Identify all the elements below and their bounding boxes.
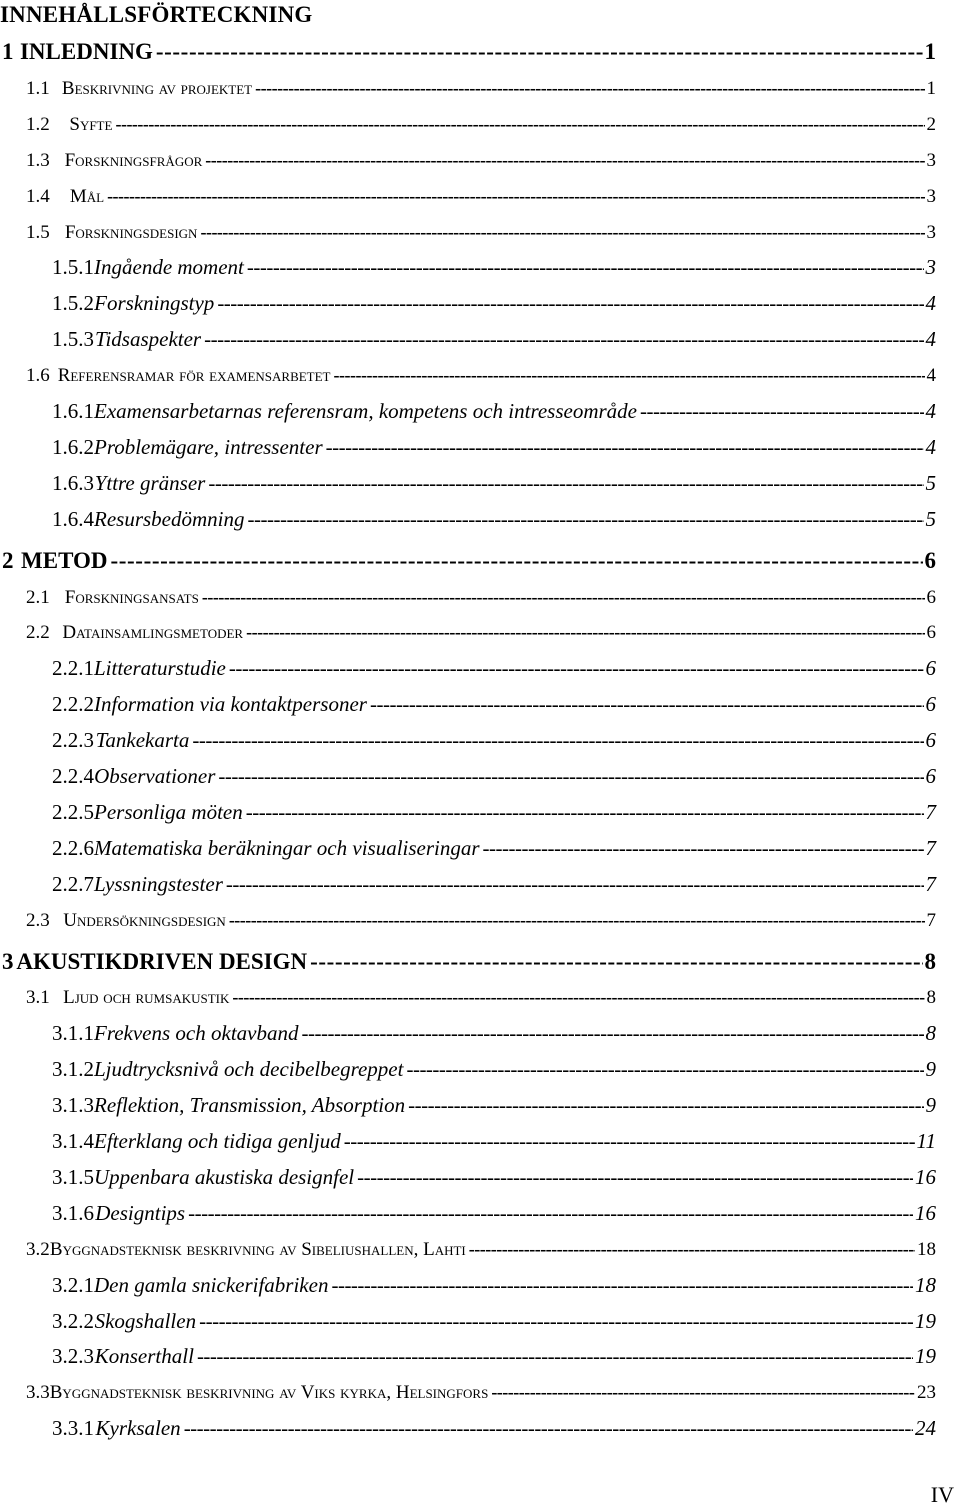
toc-entry-number: 2.2.6 bbox=[52, 835, 94, 860]
toc-leader bbox=[491, 1378, 915, 1406]
toc-leader bbox=[247, 253, 924, 281]
toc-entry-number: 3.1.6 bbox=[52, 1200, 94, 1225]
toc-entry[interactable] bbox=[0, 505, 936, 533]
toc-entry-page: 24 bbox=[915, 1416, 936, 1441]
toc-leader bbox=[255, 74, 924, 102]
toc-entry-page: 9 bbox=[925, 1057, 936, 1082]
toc-leader bbox=[483, 834, 924, 862]
toc-entry-page: 6 bbox=[924, 547, 936, 573]
toc-entry[interactable] bbox=[0, 1055, 936, 1083]
toc-leader bbox=[301, 1019, 923, 1047]
toc-entry-number: 2.2.2 bbox=[52, 692, 94, 717]
toc-entry-title: Byggnadsteknisk beskrivning av Viks kyrka, Helsingfors bbox=[49, 1382, 489, 1404]
toc-entry-number: 1.5.2 bbox=[52, 291, 94, 316]
toc-entry-number: 3.1.5 bbox=[52, 1164, 94, 1189]
toc-entry-page: 4 bbox=[925, 434, 936, 459]
toc-entry-number: 2.2.1 bbox=[52, 656, 94, 681]
toc-entry[interactable] bbox=[0, 1199, 936, 1227]
toc-leader bbox=[115, 110, 924, 138]
toc-entry-title: Matematiska beräkningar och visualiseringar bbox=[94, 835, 480, 860]
toc-entry[interactable] bbox=[0, 1163, 936, 1191]
toc-entry[interactable] bbox=[0, 583, 936, 611]
toc-leader bbox=[246, 618, 924, 646]
toc-entry-title: Ljudtrycksnivå och decibelbegreppet bbox=[94, 1057, 404, 1082]
toc-leader bbox=[107, 182, 924, 210]
toc-entry[interactable] bbox=[0, 1091, 936, 1119]
toc-entry-page: 6 bbox=[925, 656, 936, 681]
toc-entry-page: 3 bbox=[926, 149, 936, 171]
toc-leader bbox=[408, 1091, 923, 1119]
toc-entry-number: 1.6.1 bbox=[52, 399, 94, 423]
toc-entry-page: 6 bbox=[926, 622, 936, 644]
toc-entry-page: 18 bbox=[915, 1272, 936, 1297]
toc-entry-title: Lyssningstester bbox=[94, 871, 223, 896]
toc-entry-number: 1.6.2 bbox=[52, 434, 94, 459]
toc-leader bbox=[232, 983, 924, 1011]
toc-entry-number: 3.1.3 bbox=[52, 1093, 94, 1118]
toc-leader bbox=[200, 218, 924, 246]
toc-leader bbox=[188, 1199, 913, 1227]
toc-entry-page: 4 bbox=[926, 365, 936, 387]
toc-entry-page: 3 bbox=[926, 221, 936, 243]
toc-entry-number: 2.2.3 bbox=[52, 728, 94, 753]
toc-entry-title: Tidsaspekter bbox=[94, 327, 202, 352]
toc-entry-title: Skogshallen bbox=[94, 1308, 197, 1333]
toc-leader bbox=[246, 798, 924, 826]
toc-entry-title: INLEDNING bbox=[19, 39, 153, 64]
toc-entry-number: 1.2 bbox=[26, 113, 50, 135]
toc-entry[interactable] bbox=[0, 1414, 936, 1442]
toc-entry-page: 7 bbox=[925, 799, 936, 824]
toc-leader bbox=[326, 433, 924, 461]
toc-entry-title: Forskningstyp bbox=[94, 291, 215, 316]
toc-entry-title: Den gamla snickerifabriken bbox=[94, 1272, 329, 1297]
toc-entry[interactable] bbox=[0, 1378, 936, 1406]
toc-leader bbox=[344, 1127, 915, 1155]
toc-entry-title: Litteraturstudie bbox=[94, 656, 226, 681]
toc-leader bbox=[111, 547, 923, 575]
toc-entry[interactable] bbox=[0, 110, 936, 138]
toc-entry-title: Yttre gränser bbox=[94, 470, 206, 495]
toc-entry-title: Syfte bbox=[69, 113, 113, 135]
toc-leader bbox=[192, 726, 923, 754]
toc-entry-number: 3.2 bbox=[26, 1238, 50, 1260]
toc-entry-number: 1.6.3 bbox=[52, 470, 94, 495]
toc-entry-page: 18 bbox=[917, 1238, 936, 1260]
toc-leader bbox=[156, 38, 923, 66]
toc-entry-page: 1 bbox=[924, 39, 936, 64]
toc-entry-page: 11 bbox=[916, 1129, 936, 1153]
toc-entry-title: Frekvens och oktavband bbox=[94, 1021, 299, 1046]
toc-entry-page: 1 bbox=[926, 77, 936, 99]
toc-entry-number: 1.5 bbox=[26, 221, 50, 243]
toc-entry[interactable] bbox=[0, 361, 936, 389]
toc-leader bbox=[406, 1055, 923, 1083]
toc-entry-number: 1 bbox=[2, 39, 14, 64]
toc-title: INNEHÅLLSFÖRTECKNING bbox=[0, 2, 313, 27]
toc-entry-title: Undersökningsdesign bbox=[63, 909, 226, 931]
toc-entry-number: 2.2 bbox=[26, 622, 50, 644]
toc-leader bbox=[226, 870, 924, 898]
toc-entry-number: 3.1.2 bbox=[52, 1057, 94, 1082]
toc-entry-number: 3.2.3 bbox=[52, 1344, 94, 1369]
toc-entry-title: Forskningsansats bbox=[64, 586, 199, 608]
toc-entry-page: 16 bbox=[915, 1164, 936, 1189]
toc-entry-title: Mål bbox=[69, 185, 105, 207]
toc-entry-page: 3 bbox=[926, 185, 936, 207]
toc-leader bbox=[202, 583, 925, 611]
toc-entry[interactable] bbox=[0, 654, 936, 682]
toc-entry-title: Efterklang och tidiga genljud bbox=[94, 1129, 341, 1153]
toc-entry-page: 2 bbox=[926, 113, 936, 135]
toc-entry[interactable] bbox=[0, 1307, 936, 1335]
toc-entry-number: 1.1 bbox=[26, 77, 50, 99]
toc-entry-title: METOD bbox=[21, 547, 108, 573]
toc-entry-number: 3.1.4 bbox=[52, 1129, 94, 1153]
toc-entry-number: 2.2.5 bbox=[52, 799, 94, 824]
toc-entry-page: 6 bbox=[925, 764, 936, 788]
toc-entry-title: Datainsamlingsmetoder bbox=[62, 622, 244, 644]
toc-entry-number: 2 bbox=[2, 547, 14, 573]
toc-entry-page: 19 bbox=[915, 1344, 936, 1369]
toc-entry-number: 1.4 bbox=[26, 185, 50, 207]
toc-leader bbox=[334, 361, 925, 389]
toc-entry-number: 3.3.1 bbox=[52, 1416, 94, 1441]
toc-entry-page: 4 bbox=[925, 291, 936, 316]
toc-entry-title: Tankekarta bbox=[95, 728, 190, 753]
toc-entry-number: 1.5.1 bbox=[52, 255, 94, 280]
toc-entry-number: 3.1 bbox=[26, 987, 50, 1009]
toc-entry[interactable] bbox=[0, 726, 936, 754]
toc-entry-title: Personliga möten bbox=[94, 799, 243, 824]
toc-entry[interactable] bbox=[0, 253, 936, 281]
toc-entry[interactable] bbox=[0, 182, 936, 210]
toc-entry-page: 8 bbox=[926, 987, 936, 1009]
toc-leader bbox=[204, 325, 923, 353]
toc-leader bbox=[331, 1271, 913, 1299]
toc-entry-page: 6 bbox=[925, 728, 936, 753]
toc-entry-page: 7 bbox=[925, 871, 936, 896]
toc-entry[interactable] bbox=[0, 948, 936, 976]
toc-entry-page: 19 bbox=[915, 1308, 936, 1333]
toc-leader bbox=[218, 762, 923, 790]
toc-leader bbox=[199, 1307, 913, 1335]
toc-entry-number: 2.2.4 bbox=[52, 764, 94, 788]
toc-entry[interactable] bbox=[0, 397, 936, 425]
toc-entry[interactable] bbox=[0, 289, 936, 317]
toc-entry[interactable] bbox=[0, 433, 936, 461]
toc-entry-title: Resursbedömning bbox=[94, 506, 245, 531]
toc-entry[interactable] bbox=[0, 74, 936, 102]
toc-entry-title: Reflektion, Transmission, Absorption bbox=[94, 1093, 406, 1118]
toc-entry-title: Observationer bbox=[94, 764, 216, 788]
toc-entry-page: 4 bbox=[925, 327, 936, 352]
toc-leader bbox=[469, 1235, 915, 1263]
toc-entry-title: Examensarbetarnas referensram, kompetens och intresseområde bbox=[94, 399, 637, 423]
toc-leader bbox=[217, 289, 923, 317]
toc-entry[interactable] bbox=[0, 618, 936, 646]
toc-entry[interactable] bbox=[0, 870, 936, 898]
toc-entry[interactable] bbox=[0, 906, 936, 934]
toc-leader bbox=[310, 948, 922, 976]
toc-entry-page: 5 bbox=[925, 506, 936, 531]
toc-entry-page: 5 bbox=[925, 470, 936, 495]
toc-leader bbox=[357, 1163, 913, 1191]
toc-entry-number: 2.1 bbox=[26, 586, 50, 608]
toc-entry-page: 4 bbox=[925, 399, 936, 423]
toc-entry[interactable] bbox=[0, 834, 936, 862]
toc-entry[interactable] bbox=[0, 218, 936, 246]
toc-leader bbox=[370, 690, 924, 718]
toc-entry-title: Byggnadsteknisk beskrivning av Sibeliushallen, Lahti bbox=[49, 1238, 466, 1260]
toc-entry[interactable] bbox=[0, 1127, 936, 1155]
toc-entry-number: 1.6.4 bbox=[52, 506, 94, 531]
toc-entry-title: Beskrivning av projektet bbox=[61, 77, 253, 99]
toc-leader bbox=[640, 397, 924, 425]
toc-entry-title: Uppenbara akustiska designfel bbox=[94, 1164, 355, 1189]
toc-entry-page: 23 bbox=[917, 1382, 936, 1404]
toc-entry-title: Problemägare, intressenter bbox=[94, 434, 323, 459]
toc-entry-title: Designtips bbox=[95, 1200, 186, 1225]
toc-entry-number: 1.3 bbox=[26, 149, 50, 171]
toc-leader bbox=[208, 469, 923, 497]
toc-entry[interactable] bbox=[0, 1342, 936, 1370]
toc-leader bbox=[205, 146, 924, 174]
toc-entry-title: Ingående moment bbox=[94, 255, 244, 280]
toc-entry[interactable] bbox=[0, 798, 936, 826]
toc-entry-page: 9 bbox=[925, 1093, 936, 1118]
toc-entry-number: 3.2.2 bbox=[52, 1308, 94, 1333]
toc-entry-page: 16 bbox=[915, 1200, 936, 1225]
toc-entry[interactable] bbox=[0, 146, 936, 174]
toc-entry-page: 3 bbox=[925, 255, 936, 280]
toc-entry-page: 7 bbox=[925, 835, 936, 860]
toc-entry-page: 8 bbox=[924, 948, 936, 974]
toc-entry[interactable] bbox=[0, 469, 936, 497]
page-number: IV bbox=[930, 1482, 954, 1507]
toc-entry-number: 3.1.1 bbox=[52, 1021, 94, 1046]
toc-entry-page: 7 bbox=[926, 909, 936, 931]
toc-entry[interactable] bbox=[0, 762, 936, 790]
toc-entry-title: Referensramar för examensarbetet bbox=[57, 365, 331, 387]
toc-entry-title: AKUSTIKDRIVEN DESIGN bbox=[16, 948, 308, 974]
toc-leader bbox=[184, 1414, 913, 1442]
toc-entry-number: 3.2.1 bbox=[52, 1272, 94, 1297]
toc-leader bbox=[248, 505, 924, 533]
toc-entry-title: Konserthall bbox=[94, 1344, 194, 1369]
toc-entry[interactable] bbox=[0, 1271, 936, 1299]
toc-entry-number: 2.3 bbox=[26, 909, 50, 931]
toc-entry[interactable] bbox=[0, 690, 936, 718]
toc-entry-number: 3.3 bbox=[26, 1382, 50, 1404]
toc-entry[interactable] bbox=[0, 983, 936, 1011]
toc-entry[interactable] bbox=[0, 547, 936, 575]
toc-entry-number: 3 bbox=[2, 948, 14, 974]
toc-entry-number: 2.2.7 bbox=[52, 871, 94, 896]
toc-entry-page: 8 bbox=[925, 1021, 936, 1046]
toc-entry-page: 6 bbox=[925, 692, 936, 717]
toc-entry-title: Information via kontaktpersoner bbox=[94, 692, 367, 717]
toc-entry-title: Forskningsfrågor bbox=[64, 149, 203, 171]
toc-entry-title: Forskningsdesign bbox=[64, 221, 198, 243]
toc-leader bbox=[229, 654, 924, 682]
toc-leader bbox=[229, 906, 925, 934]
toc-entry-number: 1.5.3 bbox=[52, 327, 94, 352]
toc-entry[interactable] bbox=[0, 1235, 936, 1263]
toc-entry[interactable] bbox=[0, 1019, 936, 1047]
toc-entry[interactable] bbox=[0, 325, 936, 353]
toc-entry-number: 1.6 bbox=[26, 365, 50, 387]
toc-entry[interactable] bbox=[0, 38, 936, 66]
toc-entry-title: Ljud och rumsakustik bbox=[63, 987, 230, 1009]
toc-entry-page: 6 bbox=[926, 586, 936, 608]
toc-leader bbox=[197, 1342, 913, 1370]
toc-entry-title: Kyrksalen bbox=[95, 1416, 181, 1441]
